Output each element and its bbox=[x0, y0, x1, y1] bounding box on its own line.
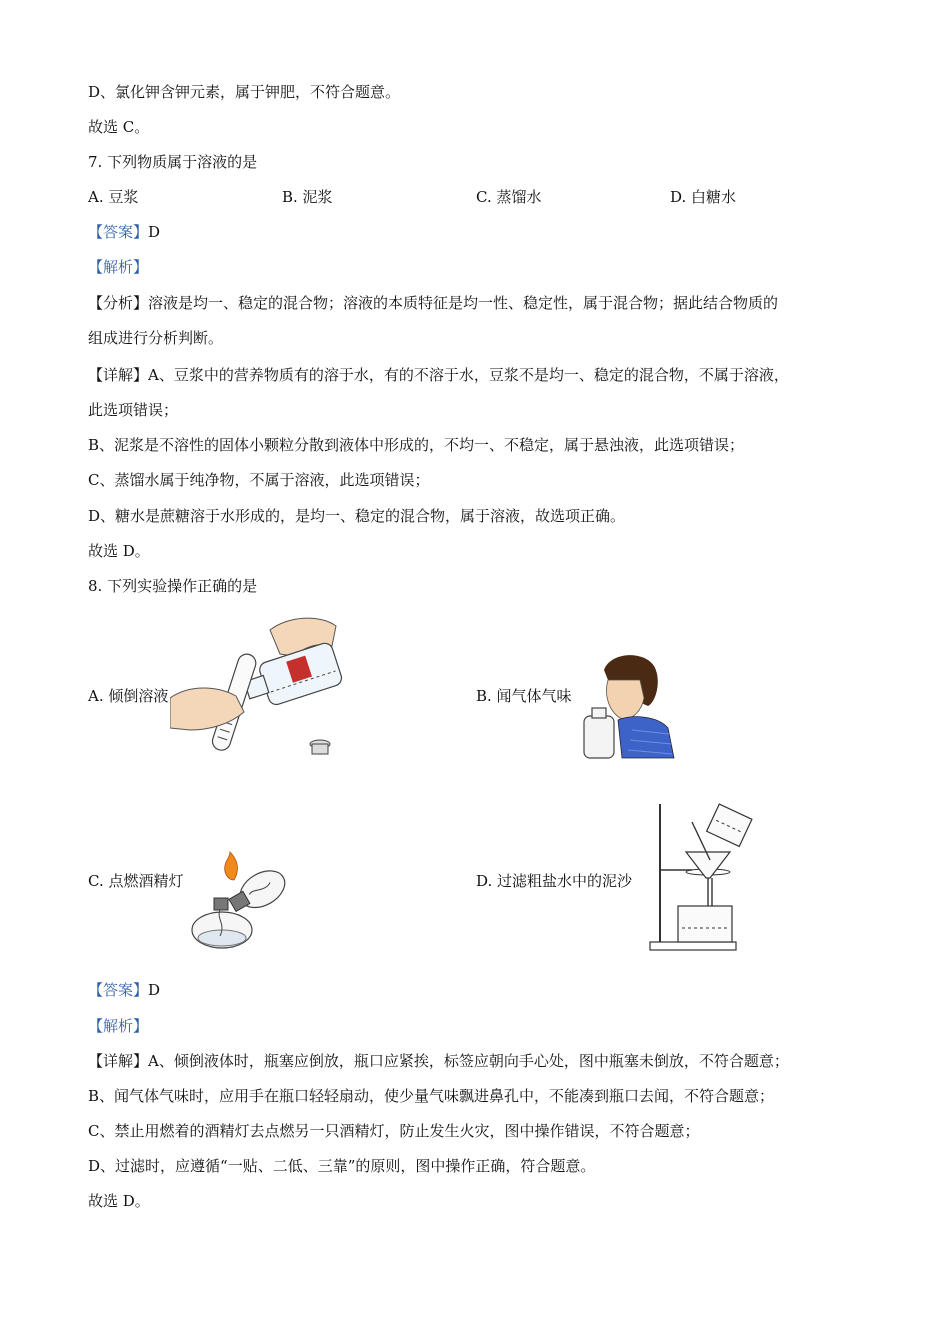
q7-option-b: B. 泥浆 bbox=[282, 188, 333, 206]
answer-tag: 【答案】 bbox=[88, 981, 149, 999]
q8-option-a: A. 倾倒溶液 bbox=[88, 687, 169, 705]
lighting-alcohol-lamp-illustration bbox=[186, 846, 286, 954]
q7-detail-d: D、糖水是蔗糖溶于水形成的，是均一、稳定的混合物，属于溶液，故选项正确。 bbox=[88, 507, 626, 525]
answer-value: D bbox=[148, 223, 161, 241]
q7-answer bbox=[88, 222, 160, 242]
q8-stem: 8. 下列实验操作正确的是 bbox=[88, 577, 258, 595]
q8-detail-c: C、禁止用燃着的酒精灯去点燃另一只酒精灯，防止发生火灾，图中操作错误，不符合题意； bbox=[88, 1122, 700, 1140]
detail-tag: 【详解】 bbox=[88, 366, 149, 384]
q8-option-c: C. 点燃酒精灯 bbox=[88, 872, 184, 890]
q8-detail-d: D、过滤时，应遵循“一贴、二低、三靠”的原则，图中操作正确，符合题意。 bbox=[88, 1157, 596, 1175]
detail-tag: 【详解】 bbox=[88, 1052, 149, 1070]
q7-detail-a-line1 bbox=[88, 365, 789, 385]
q7-analysis-tag: 【解析】 bbox=[88, 258, 149, 276]
q7-fenxi-line2: 组成进行分析判断。 bbox=[88, 329, 224, 347]
q8-select: 故选 D。 bbox=[88, 1192, 150, 1210]
filtration-setup-illustration bbox=[648, 802, 758, 952]
detail-a-text: A、豆浆中的营养物质有的溶于水，有的不溶于水，豆浆不是均一、稳定的混合物，不属于溶液， bbox=[148, 366, 789, 384]
q8-answer bbox=[88, 980, 160, 1000]
q7-detail-b: B、泥浆是不溶性的固体小颗粒分散到液体中形成的，不均一、不稳定，属于悬浊液，此选项错误； bbox=[88, 436, 745, 454]
q7-detail-a-line2: 此选项错误； bbox=[88, 401, 179, 419]
detail-a-text: A、倾倒液体时，瓶塞应倒放，瓶口应紧挨，标签应朝向手心处，图中瓶塞未倒放，不符合题意； bbox=[148, 1052, 789, 1070]
prev-select: 故选 C。 bbox=[88, 118, 150, 136]
q7-stem: 7. 下列物质属于溶液的是 bbox=[88, 153, 258, 171]
q8-option-b: B. 闻气体气味 bbox=[476, 687, 572, 705]
q8-analysis-tag: 【解析】 bbox=[88, 1017, 149, 1035]
q7-detail-c: C、蒸馏水属于纯净物，不属于溶液，此选项错误； bbox=[88, 471, 430, 489]
q7-fenxi-line1 bbox=[88, 293, 778, 313]
fenxi-text: 溶液是均一、稳定的混合物；溶液的本质特征是均一性、稳定性，属于混合物；据此结合物质的 bbox=[148, 294, 779, 312]
q7-option-d: D. 白糖水 bbox=[670, 188, 737, 206]
q8-option-d: D. 过滤粗盐水中的泥沙 bbox=[476, 872, 633, 890]
q8-detail-b: B、闻气体气味时，应用手在瓶口轻轻扇动，使少量气味飘进鼻孔中，不能凑到瓶口去闻，不符合题意； bbox=[88, 1087, 775, 1105]
q8-detail-a bbox=[88, 1051, 789, 1071]
pouring-liquid-illustration bbox=[170, 612, 350, 762]
q7-option-a: A. 豆浆 bbox=[88, 188, 139, 206]
answer-value: D bbox=[148, 981, 161, 999]
q7-select: 故选 D。 bbox=[88, 542, 150, 560]
smelling-gas-illustration bbox=[582, 650, 677, 760]
prev-option-d-explanation: D、氯化钾含钾元素，属于钾肥，不符合题意。 bbox=[88, 83, 401, 101]
fenxi-tag: 【分析】 bbox=[88, 294, 149, 312]
answer-tag: 【答案】 bbox=[88, 223, 149, 241]
q7-option-c: C. 蒸馏水 bbox=[476, 188, 542, 206]
